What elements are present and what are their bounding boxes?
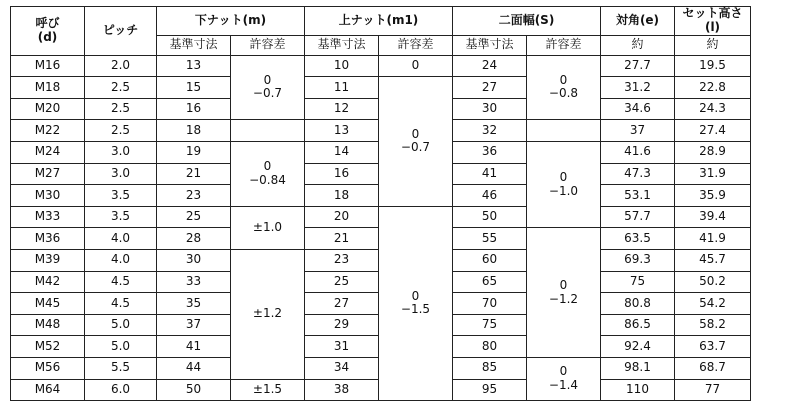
cell-width-corners: 63.5	[601, 228, 675, 250]
cell-pitch: 4.0	[85, 249, 157, 271]
cell-pitch: 4.5	[85, 271, 157, 293]
cell-width-corners: 80.8	[601, 293, 675, 315]
cell-nominal: M56	[11, 357, 85, 379]
cell-width-flats-basic: 32	[453, 120, 527, 142]
cell-nominal: M30	[11, 185, 85, 207]
cell-set-height: 68.7	[675, 357, 751, 379]
cell-upper-nut-basic: 21	[305, 228, 379, 250]
cell-pitch: 5.0	[85, 314, 157, 336]
cell-width-corners: 69.3	[601, 249, 675, 271]
cell-lower-nut-basic: 18	[157, 120, 231, 142]
cell-width-flats-basic: 85	[453, 357, 527, 379]
cell-lower-nut-basic: 15	[157, 77, 231, 99]
cell-set-height: 77	[675, 379, 751, 401]
table-row	[11, 55, 751, 77]
cell-lower-nut-basic: 25	[157, 206, 231, 228]
header-upper-nut: 上ナット(m1)	[305, 7, 453, 36]
cell-width-flats-basic: 46	[453, 185, 527, 207]
header-nominal: 呼び (d)	[11, 7, 85, 56]
cell-upper-nut-basic: 18	[305, 185, 379, 207]
cell-lower-nut-basic: 41	[157, 336, 231, 358]
cell-lower-nut-tolerance: 0 −0.84	[231, 141, 305, 206]
cell-nominal: M16	[11, 55, 85, 77]
cell-width-flats-basic: 50	[453, 206, 527, 228]
cell-lower-nut-basic: 19	[157, 141, 231, 163]
cell-nominal: M27	[11, 163, 85, 185]
cell-upper-nut-tolerance: 0 −1.5	[379, 206, 453, 400]
cell-nominal: M18	[11, 77, 85, 99]
cell-set-height: 28.9	[675, 141, 751, 163]
cell-width-corners: 86.5	[601, 314, 675, 336]
cell-nominal: M48	[11, 314, 85, 336]
subheader-approx: 約	[601, 35, 675, 55]
cell-set-height: 41.9	[675, 228, 751, 250]
cell-upper-nut-basic: 31	[305, 336, 379, 358]
cell-pitch: 4.0	[85, 228, 157, 250]
cell-upper-nut-basic: 14	[305, 141, 379, 163]
subheader-basic: 基準寸法	[453, 35, 527, 55]
cell-upper-nut-basic: 27	[305, 293, 379, 315]
cell-nominal: M52	[11, 336, 85, 358]
cell-width-flats-tolerance: 0 −1.2	[527, 228, 601, 358]
table-body	[11, 55, 751, 401]
cell-width-flats-basic: 75	[453, 314, 527, 336]
cell-width-flats-basic: 65	[453, 271, 527, 293]
cell-pitch: 3.5	[85, 206, 157, 228]
cell-upper-nut-basic: 20	[305, 206, 379, 228]
cell-set-height: 24.3	[675, 98, 751, 120]
cell-upper-nut-tolerance: 0 −0.7	[379, 77, 453, 207]
cell-width-flats-basic: 80	[453, 336, 527, 358]
cell-lower-nut-basic: 21	[157, 163, 231, 185]
cell-set-height: 27.4	[675, 120, 751, 142]
nut-spec-table	[10, 6, 751, 401]
cell-pitch: 2.5	[85, 98, 157, 120]
cell-width-flats-basic: 30	[453, 98, 527, 120]
cell-pitch: 3.0	[85, 163, 157, 185]
cell-width-flats-tolerance: 0 −1.0	[527, 141, 601, 227]
cell-width-flats-basic: 70	[453, 293, 527, 315]
cell-lower-nut-tolerance: ±1.5	[231, 379, 305, 401]
cell-width-flats-basic: 60	[453, 249, 527, 271]
cell-lower-nut-basic: 13	[157, 55, 231, 77]
cell-nominal: M24	[11, 141, 85, 163]
cell-set-height: 58.2	[675, 314, 751, 336]
cell-set-height: 22.8	[675, 77, 751, 99]
cell-nominal: M33	[11, 206, 85, 228]
cell-set-height: 54.2	[675, 293, 751, 315]
header-lower-nut: 下ナット(m)	[157, 7, 305, 36]
subheader-approx: 約	[675, 35, 751, 55]
cell-upper-nut-basic: 10	[305, 55, 379, 77]
cell-width-corners: 31.2	[601, 77, 675, 99]
subheader-basic: 基準寸法	[305, 35, 379, 55]
cell-width-flats-basic: 41	[453, 163, 527, 185]
cell-nominal: M20	[11, 98, 85, 120]
cell-width-corners: 92.4	[601, 336, 675, 358]
header-width-across-corners: 対角(e)	[601, 7, 675, 36]
table-row	[11, 206, 751, 228]
cell-set-height: 35.9	[675, 185, 751, 207]
cell-lower-nut-basic: 16	[157, 98, 231, 120]
cell-pitch: 2.0	[85, 55, 157, 77]
cell-set-height: 63.7	[675, 336, 751, 358]
cell-lower-nut-basic: 50	[157, 379, 231, 401]
cell-width-corners: 41.6	[601, 141, 675, 163]
cell-width-corners: 53.1	[601, 185, 675, 207]
cell-nominal: M42	[11, 271, 85, 293]
cell-nominal: M36	[11, 228, 85, 250]
subheader-tolerance: 許容差	[379, 35, 453, 55]
subheader-basic: 基準寸法	[157, 35, 231, 55]
cell-lower-nut-basic: 28	[157, 228, 231, 250]
header-set-height: セット高さ(l)	[675, 7, 751, 36]
cell-lower-nut-basic: 37	[157, 314, 231, 336]
cell-lower-nut-basic: 30	[157, 249, 231, 271]
cell-pitch: 4.5	[85, 293, 157, 315]
cell-upper-nut-basic: 11	[305, 77, 379, 99]
subheader-tolerance: 許容差	[527, 35, 601, 55]
cell-width-flats-basic: 55	[453, 228, 527, 250]
cell-lower-nut-tolerance	[231, 120, 305, 142]
cell-lower-nut-tolerance: 0 −0.7	[231, 55, 305, 120]
cell-pitch: 2.5	[85, 77, 157, 99]
cell-set-height: 39.4	[675, 206, 751, 228]
cell-upper-nut-basic: 25	[305, 271, 379, 293]
cell-width-flats-tolerance	[527, 120, 601, 142]
cell-upper-nut-basic: 23	[305, 249, 379, 271]
cell-width-corners: 37	[601, 120, 675, 142]
cell-width-corners: 34.6	[601, 98, 675, 120]
cell-width-corners: 110	[601, 379, 675, 401]
cell-lower-nut-basic: 23	[157, 185, 231, 207]
cell-upper-nut-basic: 38	[305, 379, 379, 401]
cell-pitch: 2.5	[85, 120, 157, 142]
cell-upper-nut-basic: 12	[305, 98, 379, 120]
cell-pitch: 6.0	[85, 379, 157, 401]
cell-upper-nut-tolerance: 0	[379, 55, 453, 77]
cell-nominal: M39	[11, 249, 85, 271]
cell-nominal: M64	[11, 379, 85, 401]
cell-lower-nut-basic: 33	[157, 271, 231, 293]
cell-set-height: 19.5	[675, 55, 751, 77]
cell-set-height: 45.7	[675, 249, 751, 271]
cell-set-height: 50.2	[675, 271, 751, 293]
cell-lower-nut-basic: 44	[157, 357, 231, 379]
cell-pitch: 3.5	[85, 185, 157, 207]
cell-width-flats-tolerance: 0 −1.4	[527, 357, 601, 400]
cell-upper-nut-basic: 34	[305, 357, 379, 379]
cell-width-corners: 47.3	[601, 163, 675, 185]
header-pitch: ピッチ	[85, 7, 157, 56]
cell-width-corners: 75	[601, 271, 675, 293]
subheader-tolerance: 許容差	[231, 35, 305, 55]
cell-lower-nut-basic: 35	[157, 293, 231, 315]
cell-upper-nut-basic: 29	[305, 314, 379, 336]
cell-pitch: 5.0	[85, 336, 157, 358]
cell-width-corners: 57.7	[601, 206, 675, 228]
cell-set-height: 31.9	[675, 163, 751, 185]
cell-width-flats-basic: 95	[453, 379, 527, 401]
cell-pitch: 5.5	[85, 357, 157, 379]
cell-width-flats-basic: 36	[453, 141, 527, 163]
cell-upper-nut-basic: 16	[305, 163, 379, 185]
cell-lower-nut-tolerance: ±1.2	[231, 249, 305, 379]
cell-nominal: M22	[11, 120, 85, 142]
cell-width-flats-tolerance: 0 −0.8	[527, 55, 601, 120]
cell-upper-nut-basic: 13	[305, 120, 379, 142]
cell-width-flats-basic: 24	[453, 55, 527, 77]
cell-lower-nut-tolerance: ±1.0	[231, 206, 305, 249]
table-row	[11, 77, 751, 99]
cell-width-corners: 98.1	[601, 357, 675, 379]
cell-nominal: M45	[11, 293, 85, 315]
cell-width-flats-basic: 27	[453, 77, 527, 99]
header-width-across-flats: 二面幅(S)	[453, 7, 601, 36]
spec-table-container	[10, 6, 751, 401]
cell-width-corners: 27.7	[601, 55, 675, 77]
cell-pitch: 3.0	[85, 141, 157, 163]
